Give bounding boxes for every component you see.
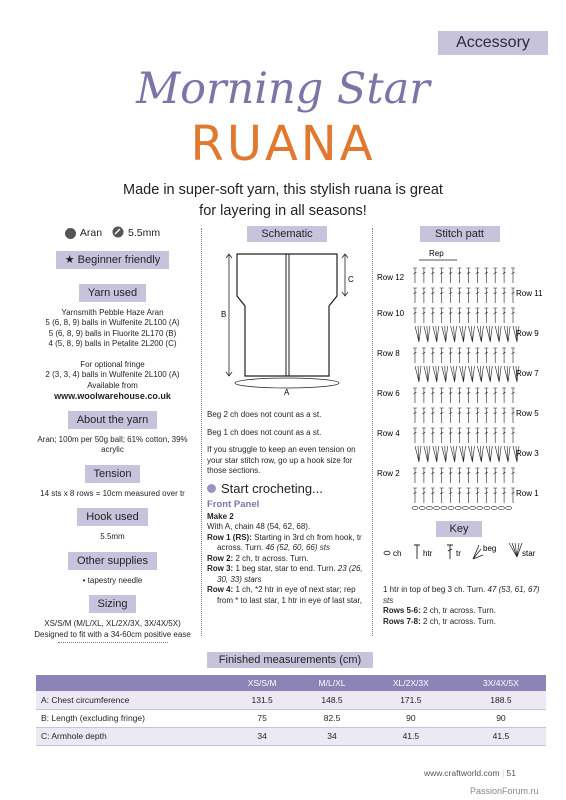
row-label: Row 4: <box>207 585 234 594</box>
tr-stitch <box>475 308 479 323</box>
key-beg: beg <box>483 544 497 553</box>
tr-stitch <box>502 388 506 403</box>
row-label-left: Row 8 <box>377 349 400 358</box>
tr-stitch <box>466 408 470 423</box>
tr-stitch <box>440 488 444 503</box>
yarn-line: 5 (6, 8, 9) balls in Fluorite 2L170 (B) <box>48 328 177 338</box>
start-crocheting-heading <box>207 480 367 496</box>
front-panel-heading: Front Panel <box>207 499 260 510</box>
row-label: Rows 7-8: <box>383 616 421 626</box>
tr-stitch <box>466 308 470 323</box>
row-text: 2 ch, tr across. Turn. <box>233 553 309 563</box>
chain-stitch <box>426 506 432 509</box>
tr-stitch <box>413 428 417 443</box>
tr-stitch <box>422 488 426 503</box>
tr-stitch <box>413 348 417 363</box>
tr-stitch <box>449 468 453 483</box>
star-stitch <box>477 366 483 382</box>
tr-stitch <box>493 268 497 283</box>
tr-stitch <box>484 348 488 363</box>
row-label-left: Row 10 <box>377 309 405 318</box>
key-htr: htr <box>423 549 433 558</box>
row-text: 1 ch, *2 htr in eye of next star; rep from * to last star, 1 htr in eye of last star, <box>217 585 362 605</box>
tr-stitch <box>449 348 453 363</box>
tr-stitch <box>493 308 497 323</box>
tr-stitch <box>466 348 470 363</box>
tr-stitch <box>475 268 479 283</box>
tr-stitch <box>458 428 462 443</box>
supplier-link[interactable]: www.woolwarehouse.co.uk <box>54 391 171 401</box>
page-number: 51 <box>506 768 516 778</box>
table-cell: 188.5 <box>456 691 546 709</box>
tr-stitch <box>422 388 426 403</box>
sizing-line-2: Designed to fit with a 34-60cm positive ease <box>34 629 191 639</box>
table-cell: 75 <box>226 709 298 727</box>
tr-stitch <box>475 348 479 363</box>
yarn-used-section <box>30 284 195 402</box>
tr-stitch <box>458 408 462 423</box>
other-supplies-text: • tapestry needle <box>82 575 143 585</box>
star-stitch <box>486 446 492 462</box>
tr-stitch <box>440 408 444 423</box>
page-footer: www.craftworld.com | 51 <box>424 768 516 778</box>
finished-measurements-heading: Finished measurements (cm) <box>207 652 373 668</box>
tr-stitch <box>466 268 470 283</box>
tr-stitch <box>484 468 488 483</box>
other-supplies-heading: Other supplies <box>68 552 157 570</box>
tr-stitch <box>475 428 479 443</box>
row-1-instruction <box>207 533 367 554</box>
row-count: 46 (52, 60, 66) sts <box>265 543 330 552</box>
row-label-right: Row 1 <box>516 489 539 498</box>
row-label: Rows 5-6: <box>383 606 421 615</box>
beg-symbol <box>473 545 483 559</box>
table-header: 3X/4X/5X <box>456 675 546 691</box>
htr-symbol <box>414 545 420 559</box>
tr-stitch <box>502 308 506 323</box>
row-text: 2 ch, tr across. Turn. <box>420 606 496 615</box>
star-stitch <box>415 326 421 342</box>
chain-stitch <box>448 506 454 509</box>
tr-stitch <box>475 468 479 483</box>
tr-stitch <box>413 288 417 303</box>
star-stitch <box>477 326 483 342</box>
table-header-row <box>36 675 546 691</box>
chart-body <box>412 268 519 510</box>
tr-stitch <box>502 348 506 363</box>
table-cell: 41.5 <box>366 727 456 745</box>
star-stitch <box>415 446 421 462</box>
fringe-line: 2 (3, 3, 4) balls in Wulfenite 2L100 (A) <box>45 370 180 379</box>
chain-stitch <box>441 506 447 509</box>
star-stitch <box>433 326 439 342</box>
tr-stitch <box>413 488 417 503</box>
tr-stitch <box>431 288 435 303</box>
tr-stitch <box>449 308 453 323</box>
row-label-right: Row 11 <box>516 289 543 298</box>
key-star: star <box>522 549 536 558</box>
tr-stitch <box>449 488 453 503</box>
bullet-icon <box>207 484 216 493</box>
table-cell: C: Armhole depth <box>36 727 226 745</box>
row-label-left: Row 4 <box>377 429 400 438</box>
tr-stitch <box>413 268 417 283</box>
star-stitch <box>460 446 466 462</box>
row-label: Row 1 (RS): <box>207 532 252 542</box>
table-cell: 171.5 <box>366 691 456 709</box>
start-crocheting-label: Start crocheting... <box>221 480 323 496</box>
tr-stitch <box>502 268 506 283</box>
star-stitch <box>468 326 474 342</box>
row-2-instruction <box>207 554 367 565</box>
tr-stitch <box>484 308 488 323</box>
tension-text: 14 sts x 8 rows = 10cm measured over tr <box>40 488 185 498</box>
tension-heading: Tension <box>85 465 141 483</box>
row-label-left: Row 12 <box>377 273 405 282</box>
star-stitch <box>442 326 448 342</box>
yarn-line: 5 (6, 8, 9) balls in Wulfenite 2L100 (A) <box>45 318 180 327</box>
tr-stitch <box>449 388 453 403</box>
schematic-label-c: C <box>348 275 354 284</box>
table-cell: 41.5 <box>456 727 546 745</box>
watermark: PassionForum.ru <box>470 786 539 796</box>
section-tag: Accessory <box>438 31 548 55</box>
right-column <box>377 226 542 242</box>
tr-stitch <box>440 308 444 323</box>
table-cell: 131.5 <box>226 691 298 709</box>
key-heading: Key <box>436 521 482 537</box>
tr-stitch <box>493 428 497 443</box>
tr-stitch <box>502 408 506 423</box>
rows-7-8-instruction <box>383 617 543 628</box>
hook-used-heading: Hook used <box>77 508 148 526</box>
chain-stitch <box>434 506 440 509</box>
tr-stitch <box>511 408 515 423</box>
tr-stitch <box>493 408 497 423</box>
star-stitch <box>486 326 492 342</box>
table-cell: 34 <box>298 727 366 745</box>
tr-stitch <box>493 348 497 363</box>
row-text: Starting in 3rd ch from hook, tr across. Turn. <box>217 532 362 552</box>
star-stitch <box>433 446 439 462</box>
schematic-heading: Schematic <box>247 226 327 242</box>
tr-stitch <box>431 268 435 283</box>
tr-stitch <box>422 408 426 423</box>
tr-stitch <box>413 408 417 423</box>
tr-stitch <box>466 488 470 503</box>
tr-stitch <box>484 428 488 443</box>
hook-icon <box>112 226 124 241</box>
skill-badge <box>56 251 169 269</box>
spec-row <box>30 226 195 241</box>
tr-stitch <box>458 348 462 363</box>
column-divider-left <box>201 228 202 636</box>
tr-stitch <box>466 468 470 483</box>
tr-stitch <box>422 268 426 283</box>
table-cell: 148.5 <box>298 691 366 709</box>
left-column <box>30 226 195 652</box>
tr-stitch <box>493 488 497 503</box>
chain-stitch <box>462 506 468 509</box>
tr-stitch <box>511 348 515 363</box>
star-stitch <box>486 366 492 382</box>
tr-stitch <box>484 408 488 423</box>
divider <box>58 642 168 643</box>
footer-site: www.craftworld.com <box>424 768 500 778</box>
schematic-diagram <box>207 244 367 396</box>
table-row <box>36 727 546 745</box>
chain-stitch <box>470 506 476 509</box>
tr-stitch <box>511 388 515 403</box>
tr-stitch <box>502 428 506 443</box>
tr-stitch <box>431 388 435 403</box>
tr-stitch <box>431 348 435 363</box>
tr-stitch <box>449 428 453 443</box>
note-2: Beg 1 ch does not count as a st. <box>207 427 322 437</box>
tr-stitch <box>422 308 426 323</box>
tr-stitch <box>440 288 444 303</box>
row-text: 2 ch, tr across. Turn. <box>420 616 496 626</box>
key-ch: ch <box>393 549 402 558</box>
tr-stitch <box>511 288 515 303</box>
chain-stitch <box>455 506 461 509</box>
tr-stitch <box>475 288 479 303</box>
tr-stitch <box>413 308 417 323</box>
tr-stitch <box>458 268 462 283</box>
rows-5-6-instruction <box>383 606 543 617</box>
tr-stitch <box>422 428 426 443</box>
star-stitch <box>451 366 457 382</box>
tr-stitch <box>431 308 435 323</box>
tr-stitch <box>431 408 435 423</box>
tr-stitch <box>511 428 515 443</box>
tr-stitch <box>422 468 426 483</box>
chain-stitch <box>419 506 425 509</box>
about-yarn-section <box>30 411 195 456</box>
tr-stitch <box>511 468 515 483</box>
yarn-used-heading: Yarn used <box>79 284 146 302</box>
hook-used-section <box>30 508 195 543</box>
title-line-2: RUANA <box>190 116 376 172</box>
chain-instruction: With A, chain 48 (54, 62, 68). <box>207 522 311 531</box>
hook-used-text: 5.5mm <box>100 532 125 541</box>
title-line-1: Morning Star <box>136 64 430 114</box>
tr-stitch <box>440 468 444 483</box>
chain-stitch <box>498 506 504 509</box>
tr-stitch <box>431 428 435 443</box>
table-row <box>36 709 546 727</box>
rep-label: Rep <box>429 249 444 258</box>
tr-stitch <box>511 268 515 283</box>
sizing-line-1: XS/S/M (M/L/XL, XL/2X/3X, 3X/4X/5X) <box>44 619 181 628</box>
note-3: If you struggle to keep an even tension on your star stitch row, go up a hook size for those sections. <box>207 445 356 475</box>
intro-text: Made in super-soft yarn, this stylish ruana is great for layering in all seasons! <box>123 182 443 219</box>
chain-stitch <box>412 506 418 509</box>
star-stitch <box>504 446 510 462</box>
tr-stitch <box>440 268 444 283</box>
key-tr: tr <box>456 549 461 558</box>
row-label-right: Row 9 <box>516 329 539 338</box>
other-supplies-section <box>30 552 195 587</box>
star-stitch <box>504 326 510 342</box>
row-count: 47 (53, 61, 67) sts <box>383 585 540 605</box>
row-label-right: Row 7 <box>516 369 539 378</box>
table-row <box>36 691 546 709</box>
tr-stitch <box>440 388 444 403</box>
row-label-left: Row 2 <box>377 469 400 478</box>
tr-stitch <box>458 388 462 403</box>
about-yarn-text: Aran; 100m per 50g ball; 61% cotton, 39% acrylic <box>37 434 188 454</box>
tr-stitch <box>413 468 417 483</box>
tr-stitch <box>502 488 506 503</box>
chain-stitch <box>491 506 497 509</box>
row-text: 1 beg star, star to end. Turn. <box>233 564 338 573</box>
table-cell: 34 <box>226 727 298 745</box>
chain-stitch <box>506 506 512 509</box>
hook-size: 5.5mm <box>128 227 161 239</box>
tr-stitch <box>475 408 479 423</box>
tr-stitch <box>475 488 479 503</box>
tr-stitch <box>422 288 426 303</box>
table-cell: 82.5 <box>298 709 366 727</box>
yarn-line: 4 (5, 8, 9) balls in Petalite 2L200 (C) <box>48 339 177 348</box>
star-stitch <box>468 446 474 462</box>
tr-stitch <box>466 428 470 443</box>
row-label: Row 3: <box>207 564 234 573</box>
ch-symbol <box>384 551 390 555</box>
make-count: Make 2 <box>207 511 234 521</box>
star-stitch <box>451 446 457 462</box>
tr-stitch <box>502 288 506 303</box>
tr-stitch <box>422 348 426 363</box>
tr-stitch <box>484 268 488 283</box>
star-stitch <box>468 366 474 382</box>
star-stitch <box>495 326 501 342</box>
table-cell: 90 <box>366 709 456 727</box>
star-stitch <box>424 366 430 382</box>
sizing-heading: Sizing <box>89 595 137 613</box>
yarn-weight: Aran <box>79 227 103 239</box>
tr-stitch <box>484 488 488 503</box>
tr-stitch <box>449 268 453 283</box>
star-stitch <box>451 326 457 342</box>
tr-stitch <box>458 488 462 503</box>
tr-stitch <box>484 288 488 303</box>
star-stitch <box>460 366 466 382</box>
finished-measurements-heading-wrap <box>207 652 373 668</box>
tr-stitch <box>484 388 488 403</box>
stitch-key <box>383 539 545 577</box>
star-stitch <box>424 326 430 342</box>
schematic-label-a: A <box>284 388 290 396</box>
table-cell: 90 <box>456 709 546 727</box>
table-cell: A: Chest circumference <box>36 691 226 709</box>
tr-stitch <box>475 388 479 403</box>
tr-stitch <box>440 428 444 443</box>
star-stitch <box>442 446 448 462</box>
note-1: Beg 2 ch does not count as a st. <box>207 410 322 419</box>
tr-stitch <box>466 288 470 303</box>
star-stitch <box>495 366 501 382</box>
table-header: XS/S/M <box>226 675 298 691</box>
star-stitch <box>424 446 430 462</box>
tr-stitch <box>458 288 462 303</box>
measurements-table <box>36 675 546 746</box>
row-label-left: Row 6 <box>377 389 400 398</box>
row-3-instruction <box>207 564 367 585</box>
row-4-instruction <box>207 585 367 606</box>
row-text: 1 htr in top of beg 3 ch. Turn. <box>383 585 488 594</box>
column-divider-right <box>372 228 373 636</box>
row-count: 23 (26, 30, 33) stars <box>217 564 363 584</box>
tr-stitch <box>466 388 470 403</box>
right-column-text <box>383 585 543 627</box>
star-stitch <box>415 366 421 382</box>
tr-stitch <box>511 488 515 503</box>
tr-stitch <box>458 468 462 483</box>
tr-stitch <box>502 468 506 483</box>
table-header <box>36 675 226 691</box>
star-stitch <box>477 446 483 462</box>
tr-stitch <box>431 488 435 503</box>
tr-stitch <box>511 308 515 323</box>
fringe-line: For optional fringe <box>80 359 145 369</box>
star-stitch <box>460 326 466 342</box>
table-cell: B: Length (excluding fringe) <box>36 709 226 727</box>
star-stitch <box>504 366 510 382</box>
stitch-patt-heading: Stitch patt <box>420 226 500 242</box>
fringe-line: Available from <box>87 380 138 390</box>
yarn-ball-icon <box>65 228 76 239</box>
table-header: XL/2X/3X <box>366 675 456 691</box>
tr-stitch <box>440 348 444 363</box>
row-label-right: Row 5 <box>516 409 539 418</box>
sizing-section <box>30 595 195 643</box>
about-yarn-heading: About the yarn <box>68 411 158 429</box>
tr-stitch <box>449 288 453 303</box>
schematic-label-b: B <box>221 310 227 319</box>
tr-stitch <box>493 388 497 403</box>
tr-stitch <box>449 408 453 423</box>
tr-stitch <box>493 288 497 303</box>
tr-stitch <box>458 308 462 323</box>
yarn-line: Yarnsmith Pebble Haze Aran <box>61 307 164 317</box>
row-labels <box>377 273 543 498</box>
chain-stitch <box>484 506 490 509</box>
row-4-continued <box>383 585 543 606</box>
row-label: Row 2: <box>207 553 234 563</box>
star-symbol <box>509 543 522 557</box>
tr-stitch <box>493 468 497 483</box>
row-label-right: Row 3 <box>516 449 539 458</box>
star-stitch <box>495 446 501 462</box>
table-header: M/L/XL <box>298 675 366 691</box>
star-stitch <box>442 366 448 382</box>
chain-stitch <box>477 506 483 509</box>
tr-stitch <box>431 468 435 483</box>
skill-label: Beginner friendly <box>77 253 161 266</box>
stitch-chart <box>377 244 545 514</box>
star-icon: ★ <box>64 253 78 266</box>
star-stitch <box>433 366 439 382</box>
tension-section <box>30 465 195 500</box>
tr-symbol <box>447 545 453 559</box>
tr-stitch <box>413 388 417 403</box>
